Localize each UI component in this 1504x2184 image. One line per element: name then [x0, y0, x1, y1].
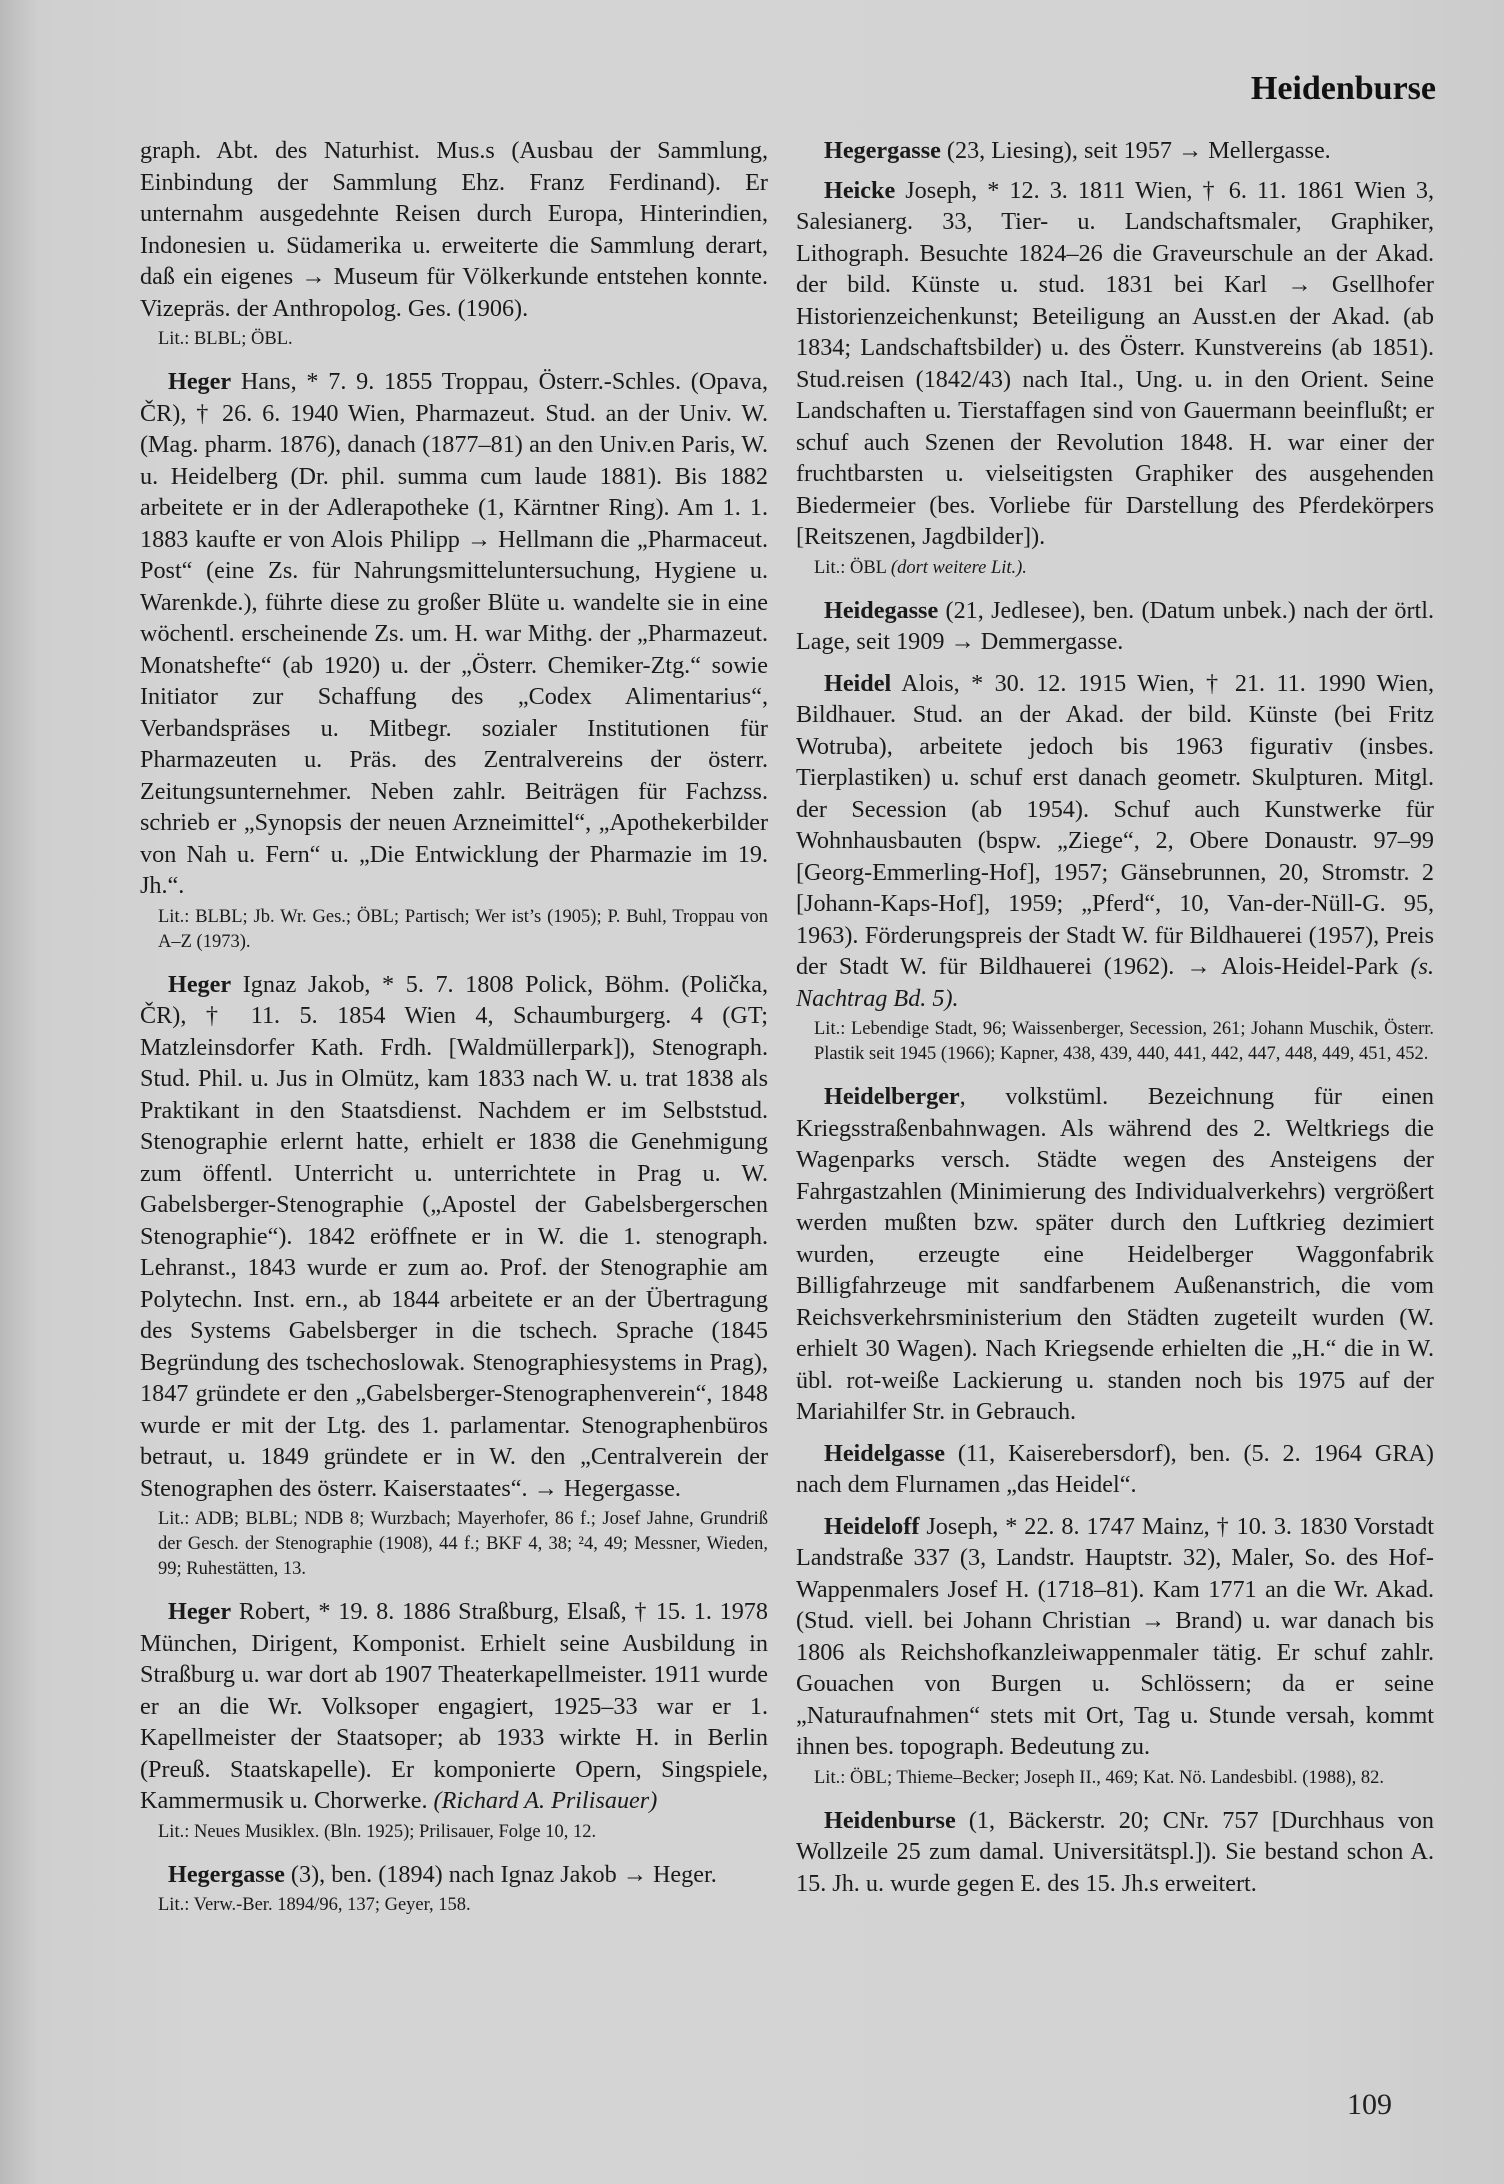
- right-column: [796, 135, 1434, 1901]
- literature-note: [796, 556, 1434, 581]
- literature-note: Lit.: ÖBL; Thieme–Becker; Joseph II., 469; Kat. Nö. Landesbibl. (1988), 82.: [814, 1767, 1384, 1788]
- literature-note: Lit.: BLBL; ÖBL.: [158, 329, 293, 349]
- entry-author: (Richard A. Prilisauer): [433, 1787, 658, 1814]
- entry-headword: Heidel: [824, 669, 892, 697]
- literature-note: Lit.: Lebendige Stadt, 96; Waissenberger, Secession, 261; Johann Muschik, Österr. Plastik seit 1945 (1966); Kapner, 438, 439, 440, 441, 442, 447, 448, 449, 451, 452.: [814, 1019, 1434, 1064]
- entry-text: , volkstüml. Bezeichnung für einen Kriegsstraßenbahnwagen. Als während des 2. Weltkriegs die Wagenparks versch. Städte wegen des Ansteigens der Fahrgastzahlen (Minimierung des Individualverkehrs) vergrößert werden mußten bzw. später durch den Luftkrieg dezimiert wurden, erzeugte eine Heidelberger Waggonfabrik Billigfahrzeuge mit sandfarbenem Außenanstrich, die vom Reichsverkehrsministerium den Städten zugeteilt wurden (W. erhielt 30 Wagen). Nach Kriegsende erhielten die „H.“ die in W. übl. rot-weiße Lackierung u. standen noch bis 1975 auf der Mariahilfer Str. in Gebrauch.: [796, 1083, 1434, 1425]
- entry-text: Ignaz Jakob, * 5. 7. 1808 Polick, Böhm. (Polička, ČR), † 11. 5. 1854 Wien 4, Schaumburgerg. 4 (GT; Matzleinsdorfer Kath. Frdh. [Waldmüllerpark]), Stenograph. Stud. Phil. u. Jus in Olmütz, kam 1833 nach W. u. trat 1838 als Praktikant in den Staatsdienst. Nachdem er im Selbststud. Stenographie erlernt hatte, erhielt er 1838 die Genehmigung zum öffentl. Unterricht u. unterrichtete in Prag u. W. Gabelsberger-Stenographie („Apostel der Gabelsbergerschen Stenographie“). 1842 eröffnete er in W. die 1. stenograph. Lehranst., 1843 wurde er zum ao. Prof. der Stenographie am Polytechn. Inst. ern., ab 1844 arbeitete er an der Übertragung des Systems Gabelsberger in die tschech. Sprache (1845 Begründung des tschechoslowak. Stenographiesystems in Prag), 1847 gründete er den „Gabelsberger-Stenographenverein“, 1848 wurde er mit der Ltg. des 1. parlamentar. Stenographenbüros betraut, u. 1849 gründete er in W. den „Centralverein der Stenographen des österr. Kaiserstaates“. → Hegergasse.: [140, 970, 768, 1502]
- entry-headword: Heicke: [824, 176, 896, 204]
- entry-heicke: [796, 175, 1434, 553]
- literature-text: Lit.: ÖBL: [814, 557, 891, 578]
- entry-headword: Heger: [168, 368, 232, 395]
- entry-heger-robert: [140, 1596, 768, 1817]
- entry-headword: Heidenburse: [824, 1806, 956, 1834]
- entry-text: Alois, * 30. 12. 1915 Wien, † 21. 11. 1990 Wien, Bildhauer. Stud. an der Akad. der bild. Künste (bei Fritz Wotruba), arbeitete jedoch bis 1963 figurativ (insbes. Tierplastiken) u. schuf erst danach geometr. Skulpturen. Mitgl. der Secession (ab 1954). Schuf auch Kunstwerke für Wohnhausbauten (bspw. „Ziege“, 2, Obere Donaustr. 97–99 [Georg-Emmerling-Hof], 1957; Gänsebrunnen, 20, Stromstr. 2 [Johann-Kaps-Hof], 1959; „Pferd“, 10, Van-der-Nüll-G. 95, 1963). Förderungspreis der Stadt W. für Bildhauerei (1957), Preis der Stadt W. für Bildhauerei (1962). → Alois-Heidel-Park: [796, 669, 1434, 980]
- literature-italic: (dort weitere Lit.).: [890, 557, 1027, 578]
- entry-headword: Hegergasse: [168, 1860, 285, 1888]
- entry-heger-ignaz: [140, 969, 768, 1505]
- entry-text: (21, Jedlesee), ben. (Datum unbek.) nach der örtl. Lage, seit 1909 → Demmergasse.: [796, 596, 1434, 655]
- entry-text: Joseph, * 12. 3. 1811 Wien, † 6. 11. 1861 Wien 3, Salesianerg. 33, Tier- u. Landschaftsmaler, Graphiker, Lithograph. Besuchte 1824–26 die Graveurschule an der Akad. der bild. Künste u. stud. 1831 bei Karl → Gsellhofer Historienzeichenkunst; Beteiligung an Ausst.en der Akad. (ab 1834; Landschaftsbilder) u. des Österr. Kunstvereins (ab 1851). Stud.reisen (1842/43) nach Ital., Ung. u. in den Orient. Seine Landschaften u. Tierstaffagen sind von Gauermann beeinflußt; er schuf auch Szenen der Revolution 1848. H. war einer der fruchtbarsten u. vielseitigsten Graphiker des ausgehenden Biedermeier (bes. Vorliebe für Darstellung des Pferdekörpers [Reitszenen, Jagdbilder]).: [796, 176, 1434, 550]
- entry-headword: Heidegasse: [824, 596, 939, 624]
- entry-headword: Heidelgasse: [824, 1439, 945, 1467]
- entry-heger-hans: [140, 366, 768, 902]
- entry-italic: (s. Nachtrag Bd. 5).: [796, 953, 1434, 1012]
- entry-heidelgasse: [796, 1438, 1434, 1501]
- entry-text: graph. Abt. des Naturhist. Mus.s (Ausbau der Sammlung, Einbindung der Sammlung Ehz. Franz Ferdinand). Er unternahm ausgedehnte Reisen durch Europa, Hinterindien, Indonesien u. Südamerika u. erweiterte die Sammlung derart, daß ein eigenes → Museum für Völkerkunde entstehen konnte. Vizepräs. der Anthropolog. Ges. (1906).: [140, 137, 768, 322]
- entry-text: Hans, * 7. 9. 1855 Troppau, Österr.-Schles. (Opava, ČR), † 26. 6. 1940 Wien, Pharmazeut. Stud. an der Univ. W. (Mag. pharm. 1876), danach (1877–81) an den Univ.en Paris, W. u. Heidelberg (Dr. phil. summa cum laude 1881). Bis 1882 arbeitete er in der Adlerapotheke (1, Kärntner Ring). Am 1. 1. 1883 kaufte er von Alois Philipp → Hellmann die „Pharmaceut. Post“ (eine Zs. für Nahrungsmitteluntersuchung, Hygiene u. Warenkde.), führte diese zu großer Blüte u. wandelte sie in eine wöchentl. erscheinende Zs. um. H. war Mithg. der „Pharmazeut. Monatshefte“ (ab 1920) u. der „Österr. Chemiker-Ztg.“ sowie Initiator zur Schaffung des „Codex Alimentarius“, Verbandspräses u. Mitbegr. sozialer Institutionen für Pharmazeuten u. Präs. des Zentralvereins der österr. Zeitungsunternehmer. Neben zahlr. Beiträgen für Fachzss. schrieb er „Synopsis der neuen Arzneimittel“, „Apothekerbilder von Nah u. Fern“ u. „Die Entwicklung der Pharmazie im 19. Jh.“.: [140, 368, 768, 899]
- entry-headword: Heger: [168, 970, 232, 998]
- entry-heidelberger: [796, 1081, 1434, 1428]
- literature-note: Lit.: Verw.-Ber. 1894/96, 137; Geyer, 158.: [158, 1895, 471, 1915]
- entry-text: (23, Liesing), seit 1957 → Mellergasse.: [940, 137, 1331, 164]
- entry-text: (1, Bäckerstr. 20; CNr. 757 [Durchhaus von Wollzeile 25 zum damal. Universitätspl.]). Sie bestand schon A. 15. Jh. u. wurde gegen E. des 15. Jh.s erweitert.: [796, 1806, 1434, 1897]
- entry-heidegasse: [796, 595, 1434, 658]
- entry-hegergasse-23: [796, 135, 1434, 167]
- entry-continuation: [140, 135, 768, 324]
- entry-headword: Hegergasse: [824, 137, 941, 164]
- entry-headword: Heidelberger: [824, 1083, 960, 1110]
- entry-heidenburse: [796, 1805, 1434, 1900]
- entry-hegergasse-3: [140, 1859, 768, 1891]
- entry-text: (3), ben. (1894) nach Ignaz Jakob → Heger.: [284, 1860, 717, 1888]
- literature-note: Lit.: Neues Musiklex. (Bln. 1925); Prilisauer, Folge 10, 12.: [158, 1821, 597, 1842]
- entry-text: Robert, * 19. 8. 1886 Straßburg, Elsaß, † 15. 1. 1978 München, Dirigent, Komponist. Erhielt seine Ausbildung in Straßburg u. war dort ab 1907 Theaterkapellmeister. 1911 wurde er an die Wr. Volksoper engagiert, 1925–33 war er 1. Kapellmeister der Staatsoper; ab 1933 wirkte H. in Berlin (Preuß. Staatskapelle). Er komponierte Opern, Singspiele, Kammermusik u. Chorwerke.: [140, 1598, 768, 1814]
- entry-headword: Heideloff: [824, 1512, 920, 1540]
- entry-headword: Heger: [168, 1598, 232, 1625]
- left-column: [140, 135, 768, 1932]
- entry-text: Joseph, * 22. 8. 1747 Mainz, † 10. 3. 1830 Vorstadt Landstraße 337 (3, Landstr. Hauptstr. 32), Maler, So. des Hof-Wappenmalers Josef H. (1718–81). Kam 1771 an die Wr. Akad. (Stud. viell. bei Johann Christian → Brand) u. war danach bis 1806 als Reichshofkanzleiwappenmaler tätig. Er schuf zahlr. Gouachen von Burgen u. Schlössern; da er seine „Naturaufnahmen“ stets mit Ort, Tag u. Stunde versah, kommt ihnen bes. topograph. Bedeutung zu.: [796, 1512, 1434, 1760]
- page-number: 109: [1347, 2088, 1392, 2121]
- entry-heideloff: [796, 1511, 1434, 1763]
- literature-note: Lit.: BLBL; Jb. Wr. Ges.; ÖBL; Partisch; Wer ist’s (1905); P. Buhl, Troppau von A–Z (1973).: [158, 906, 768, 952]
- literature-note: Lit.: ADB; BLBL; NDB 8; Wurzbach; Mayerhofer, 86 f.; Josef Jahne, Grundriß der Gesch. der Stenographie (1908), 44 f.; BKF 4, 38; ²4, 49; Messner, Wieden, 99; Ruhestätten, 13.: [158, 1509, 768, 1579]
- entry-heidel: [796, 668, 1434, 1015]
- entry-text: (11, Kaiserebersdorf), ben. (5. 2. 1964 GRA) nach dem Flurnamen „das Heidel“.: [796, 1439, 1434, 1498]
- running-head: Heidenburse: [1250, 70, 1436, 107]
